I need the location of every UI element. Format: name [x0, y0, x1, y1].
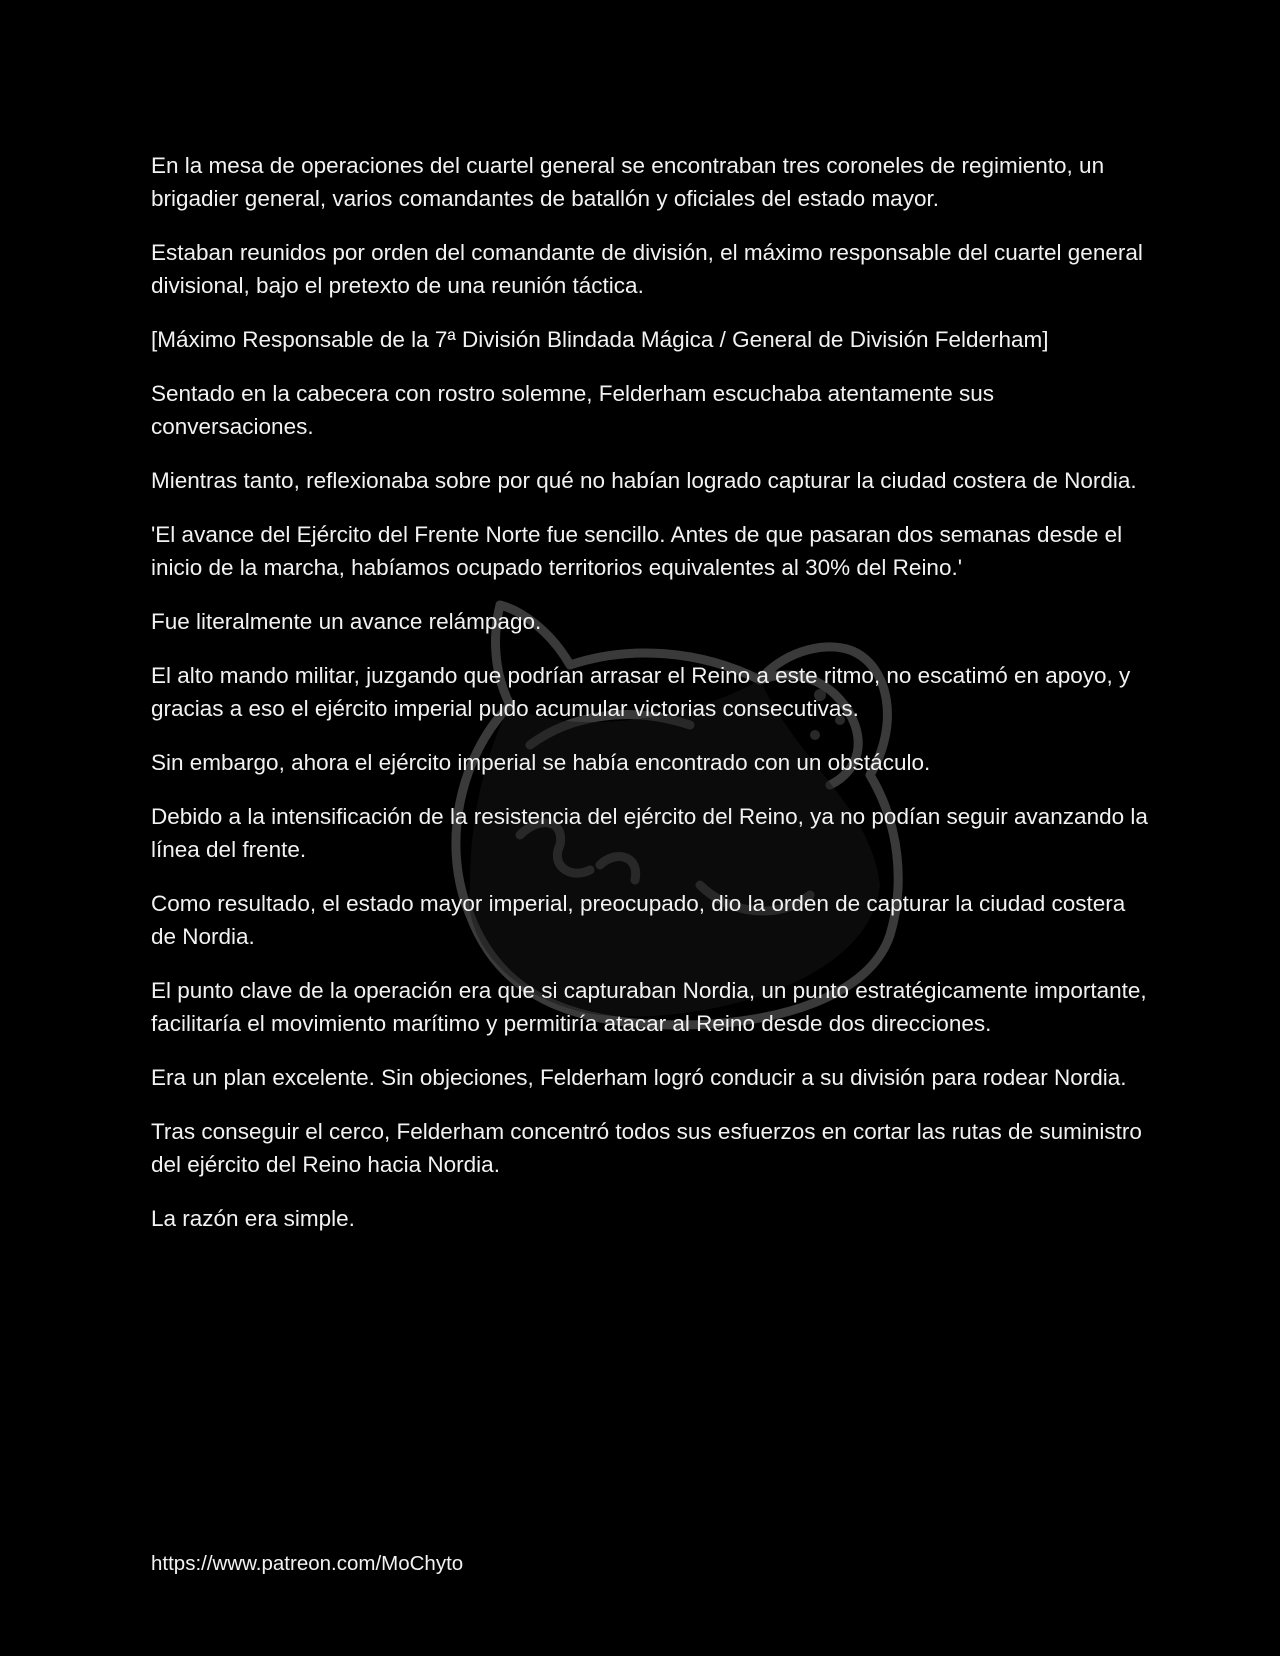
- paragraph: Sentado en la cabecera con rostro solemne, Felderham escuchaba atentamente sus conversaciones.: [151, 381, 995, 439]
- paragraph: Fue literalmente un avance relámpago.: [151, 609, 542, 634]
- paragraph: Mientras tanto, reflexionaba sobre por qué no habían logrado capturar la ciudad costera de Nordia.: [151, 468, 1137, 493]
- paragraph: Como resultado, el estado mayor imperial, preocupado, dio la orden de capturar la ciudad costera de Nordia.: [151, 891, 1126, 949]
- paragraph: Sin embargo, ahora el ejército imperial se había encontrado con un obstáculo.: [151, 750, 931, 775]
- paragraph: El punto clave de la operación era que si capturaban Nordia, un punto estratégicamente importante, facilitaría el movimiento marítimo y permitiría atacar al Reino desde dos direcciones.: [151, 978, 1147, 1036]
- paragraph: Estaban reunidos por orden del comandante de división, el máximo responsable del cuartel general divisional, bajo el pretexto de una reunión táctica.: [151, 240, 1143, 298]
- paragraph: En la mesa de operaciones del cuartel general se encontraban tres coroneles de regimiento, un brigadier general, varios comandantes de batallón y oficiales del estado mayor.: [151, 153, 1105, 211]
- paragraph: La razón era simple.: [151, 1206, 355, 1231]
- paragraph: [Máximo Responsable de la 7ª División Blindada Mágica / General de División Felderham]: [151, 327, 1049, 352]
- paragraph: Era un plan excelente. Sin objeciones, Felderham logró conducir a su división para rodear Nordia.: [151, 1065, 1127, 1090]
- patreon-link[interactable]: https://www.patreon.com/MoChyto: [151, 1552, 464, 1575]
- paragraph: El alto mando militar, juzgando que podrían arrasar el Reino a este ritmo, no escatimó en apoyo, y gracias a eso el ejército imperial pudo acumular victorias consecutivas.: [151, 663, 1131, 721]
- paragraph: Tras conseguir el cerco, Felderham concentró todos sus esfuerzos en cortar las rutas de suministro del ejército del Reino hacia Nordia.: [151, 1119, 1142, 1177]
- paragraph: 'El avance del Ejército del Frente Norte fue sencillo. Antes de que pasaran dos semanas desde el inicio de la marcha, habíamos ocupado territorios equivalentes al 30% del Reino.': [151, 522, 1123, 580]
- document-body: [151, 149, 1151, 1256]
- paragraph: Debido a la intensificación de la resistencia del ejército del Reino, ya no podían seguir avanzando la línea del frente.: [151, 804, 1148, 862]
